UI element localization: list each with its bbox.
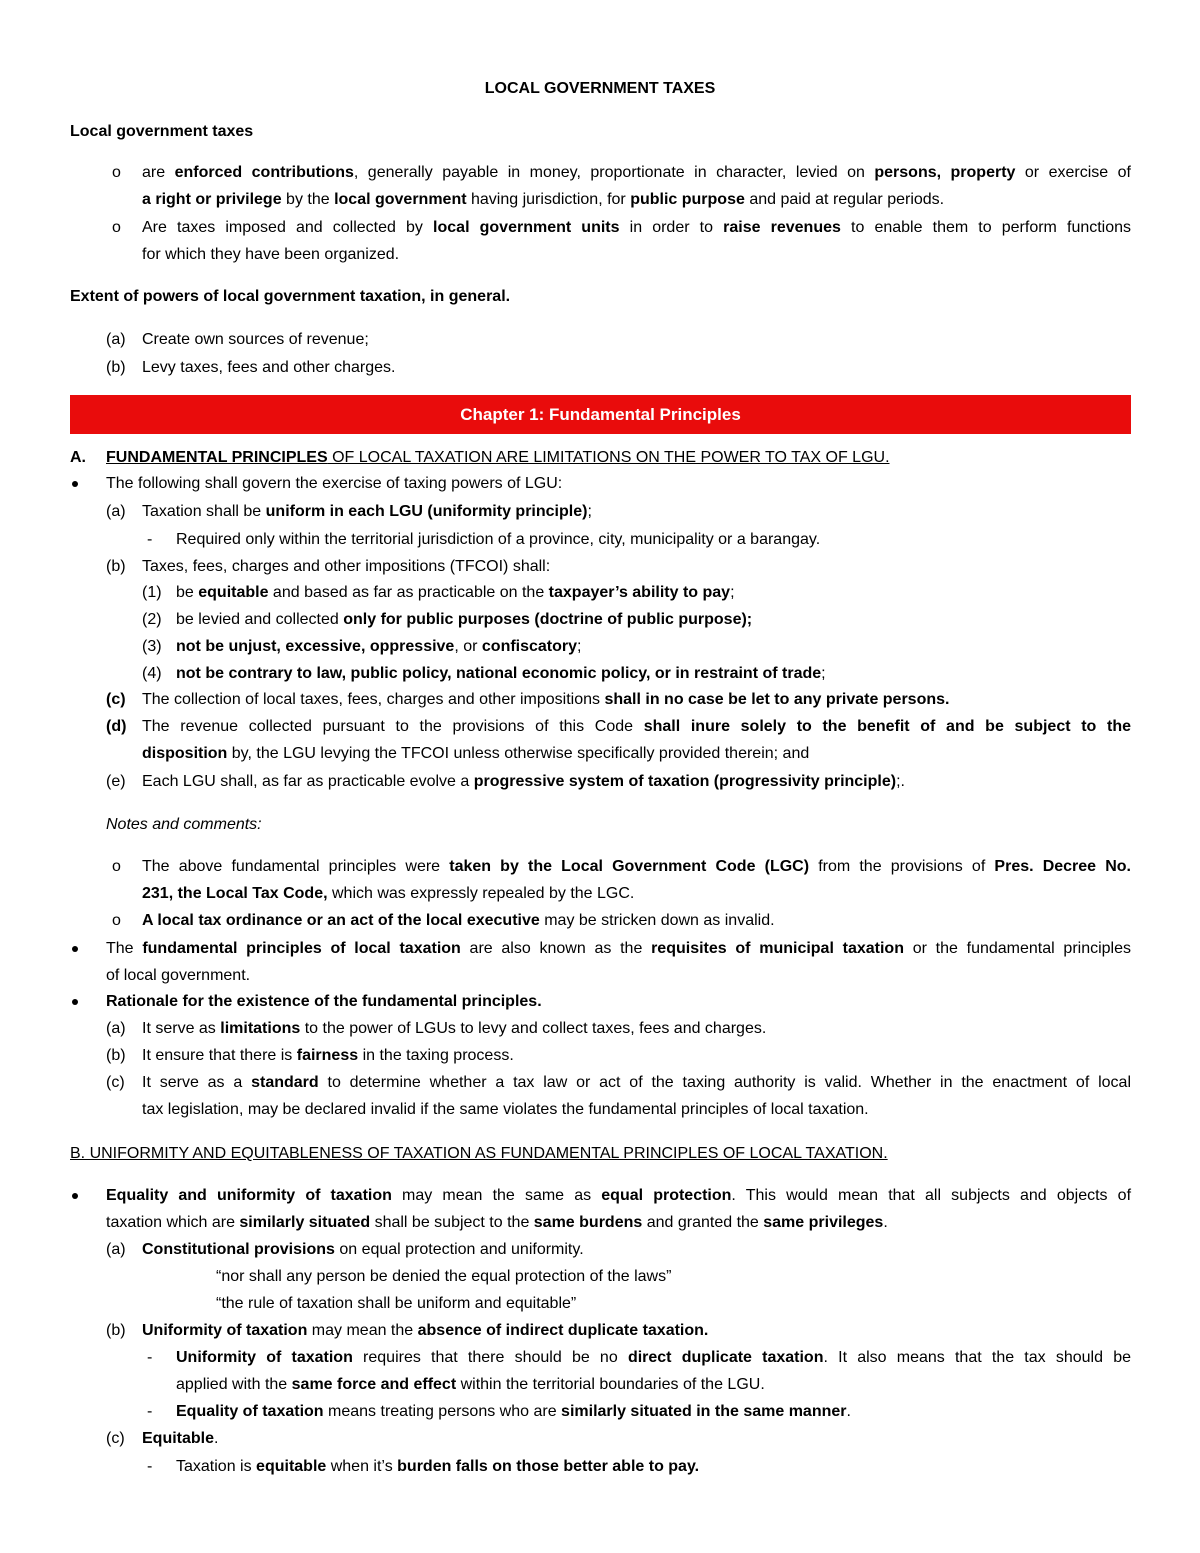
list-marker: o xyxy=(112,912,121,929)
list-item xyxy=(142,1019,766,1039)
dash-marker: - xyxy=(147,1349,153,1366)
bold-text: Equality and uniformity of taxation xyxy=(106,1187,392,1204)
bold-text: similarly situated xyxy=(239,1214,371,1231)
paragraph-line: The following shall govern the exercise of taxing powers of LGU: xyxy=(106,475,563,492)
text-run: . xyxy=(214,1430,219,1447)
text-run: to enable them to perform functions xyxy=(840,219,1132,236)
bullet-icon xyxy=(72,946,78,952)
bullet-icon xyxy=(72,481,78,487)
bold-text: fairness xyxy=(296,1047,359,1064)
bold-text: progressive system of taxation (progressivity principle) xyxy=(473,773,897,790)
bold-text: direct duplicate taxation xyxy=(627,1349,824,1366)
list-label: (a) xyxy=(106,1241,126,1258)
text-run: The collection of local taxes, fees, charges and other impositions xyxy=(142,691,605,708)
list-label: (3) xyxy=(142,638,162,655)
bold-text: Uniformity of taxation xyxy=(176,1349,353,1366)
list-label: (b) xyxy=(106,359,126,376)
text-run: The above fundamental principles were xyxy=(142,858,450,875)
list-item xyxy=(176,610,752,630)
bold-text: uniform in each LGU (uniformity principle) xyxy=(265,503,588,520)
paragraph-line xyxy=(142,911,775,931)
bold-text: same burdens xyxy=(533,1214,643,1231)
list-marker: o xyxy=(112,164,121,181)
bold-text: equitable xyxy=(198,584,269,601)
text-run: applied with the xyxy=(176,1376,292,1393)
text-run: by, the LGU levying the TFCOI unless otherwise specifically provided therein; and xyxy=(227,745,810,762)
bold-text: shall in no case be let to any private persons. xyxy=(604,691,950,708)
quote-line: “nor shall any person be denied the equal protection of the laws” xyxy=(216,1268,672,1285)
list-item xyxy=(142,1429,218,1449)
text-run: Are taxes imposed and collected by xyxy=(142,219,434,236)
list-label: (c) xyxy=(106,691,126,708)
bold-text: requisites of municipal taxation xyxy=(651,940,904,957)
text-run: which was expressly repealed by the LGC. xyxy=(327,885,635,902)
text-run: to the power of LGUs to levy and collect taxes, fees and charges. xyxy=(300,1020,767,1037)
text-run: OF LOCAL TAXATION ARE LIMITATIONS ON THE POWER TO TAX OF LGU. xyxy=(327,449,890,466)
list-item xyxy=(176,1457,699,1477)
bold-text: local government units xyxy=(433,219,620,236)
dash-marker: - xyxy=(147,1458,153,1475)
text-run: on equal protection and uniformity. xyxy=(334,1241,584,1258)
list-item xyxy=(176,637,581,657)
text-run: within the territorial boundaries of the LGU. xyxy=(456,1376,765,1393)
paragraph-line xyxy=(142,163,1131,183)
bold-text: limitations xyxy=(220,1020,301,1037)
list-item xyxy=(176,1375,765,1395)
text-run: for which they have been organized. xyxy=(142,246,400,263)
bullet-icon xyxy=(72,1193,78,1199)
list-item xyxy=(142,502,592,522)
list-label: (1) xyxy=(142,584,162,601)
list-label: (e) xyxy=(106,773,126,790)
paragraph-line xyxy=(142,190,944,210)
bold-text: not be contrary to law, public policy, national economic policy, or in restraint of trade xyxy=(176,665,822,682)
bold-text: FUNDAMENTAL PRINCIPLES xyxy=(106,449,328,466)
text-run: or exercise of xyxy=(1015,164,1132,181)
text-run: in the taxing process. xyxy=(358,1047,514,1064)
bold-text: taken by the Local Government Code (LGC) xyxy=(449,858,810,875)
list-label: (b) xyxy=(106,1322,126,1339)
text-run: ;. xyxy=(896,773,905,790)
bold-text: fundamental principles of local taxation xyxy=(142,940,461,957)
text-run: ; xyxy=(577,638,582,655)
bold-text: only for public purposes (doctrine of public purpose); xyxy=(343,611,753,628)
text-run: The revenue collected pursuant to the provisions of this Code xyxy=(142,718,644,735)
text-run: from the provisions of xyxy=(809,858,995,875)
text-run: may mean the same as xyxy=(391,1187,602,1204)
text-run: in order to xyxy=(619,219,724,236)
bold-text: a right or privilege xyxy=(142,191,282,208)
list-item xyxy=(176,1348,1131,1368)
bold-text: taxpayer’s ability to pay xyxy=(548,584,731,601)
text-run: and based as far as practicable on the xyxy=(268,584,549,601)
bold-text: equitable xyxy=(256,1458,327,1475)
subsection-heading: Rationale for the existence of the fundamental principles. xyxy=(106,993,542,1010)
text-run: are xyxy=(142,164,175,181)
list-item xyxy=(142,1100,869,1120)
text-run: Taxation is xyxy=(176,1458,257,1475)
bold-text: Constitutional provisions xyxy=(142,1241,335,1258)
bold-text: same privileges xyxy=(763,1214,884,1231)
bold-text: local government xyxy=(334,191,467,208)
text-run: , or xyxy=(454,638,482,655)
text-run: , generally payable in money, proportionate in character, levied on xyxy=(353,164,875,181)
text-run: are also known as the xyxy=(460,940,652,957)
bold-text: similarly situated in the same manner xyxy=(561,1403,847,1420)
paragraph-line xyxy=(142,245,399,265)
bold-text: raise revenues xyxy=(723,219,841,236)
section-heading: Extent of powers of local government taxation, in general. xyxy=(70,288,511,305)
chapter-banner: Chapter 1: Fundamental Principles xyxy=(70,395,1131,434)
list-item xyxy=(142,1073,1131,1093)
list-label: (a) xyxy=(106,503,126,520)
text-run: requires that there should be no xyxy=(352,1349,628,1366)
list-label: (a) xyxy=(106,331,126,348)
list-item xyxy=(176,664,826,684)
bullet-icon xyxy=(72,999,78,1005)
section-label: A. xyxy=(70,449,86,466)
list-label: (b) xyxy=(106,558,126,575)
dash-marker: - xyxy=(147,531,153,548)
bold-text: enforced contributions xyxy=(174,164,354,181)
bold-text: standard xyxy=(251,1074,319,1091)
list-item xyxy=(142,744,809,764)
bold-text: burden falls on those better able to pay. xyxy=(397,1458,700,1475)
list-item xyxy=(142,690,949,710)
text-run: means treating persons who are xyxy=(323,1403,562,1420)
list-item: Taxes, fees, charges and other impositions (TFCOI) shall: xyxy=(142,558,551,575)
paragraph-line xyxy=(106,1186,1131,1206)
text-run: ; xyxy=(730,584,735,601)
text-run: It ensure that there is xyxy=(142,1047,297,1064)
list-label: (c) xyxy=(106,1430,125,1447)
text-run: and granted the xyxy=(642,1214,764,1231)
text-run: It serve as xyxy=(142,1020,221,1037)
bold-text: Pres. Decree No. xyxy=(994,858,1132,875)
text-run: . xyxy=(846,1403,851,1420)
list-item xyxy=(142,717,1131,737)
list-item xyxy=(176,583,735,603)
paragraph-line xyxy=(142,857,1131,877)
text-run: . It also means that the tax should be xyxy=(823,1349,1131,1366)
bold-text: public purpose xyxy=(630,191,745,208)
bold-text: persons, property xyxy=(874,164,1016,181)
list-label: (c) xyxy=(106,1074,125,1091)
text-run: be levied and collected xyxy=(176,611,344,628)
paragraph-line xyxy=(106,1213,888,1233)
bold-text: not be unjust, excessive, oppressive xyxy=(176,638,455,655)
text-run: having jurisdiction, for xyxy=(466,191,631,208)
quote-line: “the rule of taxation shall be uniform and equitable” xyxy=(216,1295,577,1312)
section-heading: B. UNIFORMITY AND EQUITABLENESS OF TAXATION AS FUNDAMENTAL PRINCIPLES OF LOCAL TAXATION. xyxy=(70,1145,888,1162)
text-run: tax legislation, may be declared invalid if the same violates the fundamental principles of local taxation. xyxy=(142,1101,869,1118)
text-run: Each LGU shall, as far as practicable evolve a xyxy=(142,773,474,790)
text-run: taxation which are xyxy=(106,1214,240,1231)
text-run: be xyxy=(176,584,199,601)
bold-text: Equality of taxation xyxy=(176,1403,324,1420)
bold-text: same force and effect xyxy=(291,1376,457,1393)
text-run: ; xyxy=(821,665,826,682)
text-run: It serve as a xyxy=(142,1074,252,1091)
text-run: Taxation shall be xyxy=(142,503,266,520)
paragraph-line xyxy=(142,884,634,904)
text-run: when it’s xyxy=(326,1458,398,1475)
list-label: (2) xyxy=(142,611,162,628)
page-title: LOCAL GOVERNMENT TAXES xyxy=(484,80,716,97)
paragraph-line xyxy=(106,966,250,986)
text-run: to determine whether a tax law or act of the taxing authority is valid. Whether in the enactment of local xyxy=(318,1074,1131,1091)
list-item xyxy=(176,1402,851,1422)
notes-heading: Notes and comments: xyxy=(106,816,262,833)
list-item: Levy taxes, fees and other charges. xyxy=(142,359,396,376)
bold-text: shall inure solely to the benefit of and be subject to the xyxy=(643,718,1132,735)
bold-text: disposition xyxy=(142,745,228,762)
text-run: or the fundamental principles xyxy=(903,940,1132,957)
bold-text: Equitable xyxy=(142,1430,215,1447)
list-marker: o xyxy=(112,858,121,875)
bold-text: 231, the Local Tax Code, xyxy=(142,885,328,902)
bold-text: confiscatory xyxy=(481,638,578,655)
text-run: by the xyxy=(281,191,335,208)
list-label: (a) xyxy=(106,1020,126,1037)
section-heading: Local government taxes xyxy=(70,123,254,140)
bold-text: equal protection xyxy=(601,1187,732,1204)
text-run: ; xyxy=(587,503,592,520)
list-label: (b) xyxy=(106,1047,126,1064)
list-marker: o xyxy=(112,219,121,236)
bold-text: absence of indirect duplicate taxation. xyxy=(417,1322,709,1339)
text-run: of local government. xyxy=(106,967,251,984)
list-label: (d) xyxy=(106,718,127,735)
text-run: . xyxy=(883,1214,888,1231)
paragraph-line xyxy=(142,218,1131,238)
text-run: and paid at regular periods. xyxy=(744,191,945,208)
section-heading xyxy=(106,448,890,468)
dash-marker: - xyxy=(147,1403,153,1420)
bold-text: Uniformity of taxation xyxy=(142,1322,308,1339)
bold-text: A local tax ordinance or an act of the local executive xyxy=(142,912,540,929)
list-item xyxy=(142,1321,708,1341)
text-run: The xyxy=(106,940,143,957)
text-run: may mean the xyxy=(307,1322,418,1339)
list-label: (4) xyxy=(142,665,162,682)
text-run: . This would mean that all subjects and objects of xyxy=(731,1187,1132,1204)
text-run: may be stricken down as invalid. xyxy=(539,912,775,929)
list-item: Create own sources of revenue; xyxy=(142,331,369,348)
list-item: Required only within the territorial jurisdiction of a province, city, municipality or a barangay. xyxy=(176,531,821,548)
paragraph-line xyxy=(106,939,1131,959)
text-run: shall be subject to the xyxy=(370,1214,534,1231)
list-item xyxy=(142,1046,514,1066)
list-item xyxy=(142,1240,584,1260)
list-item xyxy=(142,772,905,792)
